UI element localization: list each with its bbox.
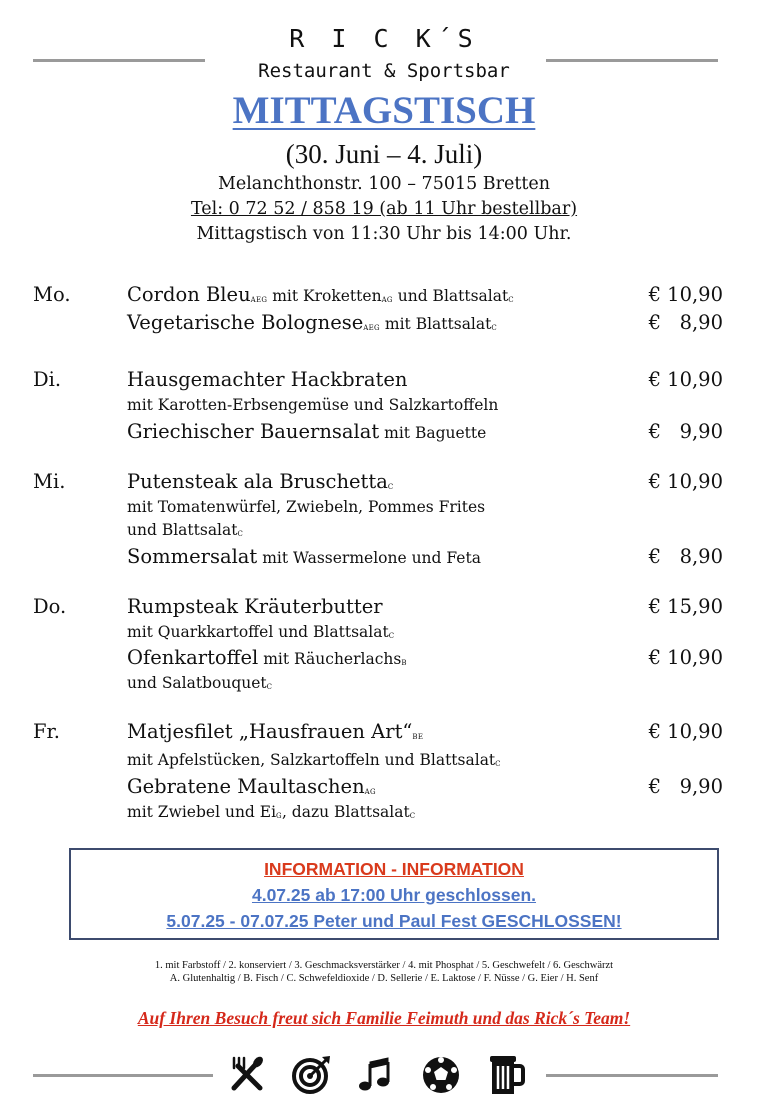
day-label-wednesday: Mi.: [33, 470, 66, 493]
beer-mug-icon: [484, 1054, 526, 1096]
allergen-code: B: [401, 659, 407, 667]
dish-name: Cordon Bleu: [127, 283, 251, 306]
dish-thursday-2-desc: [127, 674, 272, 692]
opening-hours: Mittagstisch von 11:30 Uhr bis 14:00 Uhr.: [196, 224, 572, 244]
price-thursday-1: € 15,90: [648, 595, 723, 618]
dish-thursday-2: [127, 646, 407, 669]
dish-wednesday-1: [127, 470, 394, 493]
allergen-code: C: [237, 530, 244, 538]
information-box: [69, 848, 719, 940]
info-closure-1: 4.07.25 ab 17:00 Uhr geschlossen.: [251, 885, 537, 905]
dish-name: Sommersalat: [127, 545, 258, 568]
dish-wednesday-1-desc: mit Tomatenwürfel, Zwiebeln, Pommes Frites: [127, 498, 486, 516]
allergen-code: AG: [381, 296, 393, 304]
day-label-thursday: Do.: [33, 595, 67, 618]
address: Melanchthonstr. 100 – 75015 Bretten: [217, 174, 551, 194]
day-label-tuesday: Di.: [33, 368, 62, 391]
dish-name: Vegetarische Bolognese: [127, 311, 364, 334]
dish-friday-1: [127, 720, 423, 743]
bottom-right-rule: [546, 1074, 718, 1077]
dish-monday-1: [127, 283, 514, 306]
brand-subtitle: Restaurant & Sportsbar: [258, 60, 510, 82]
dish-thursday-1-desc: [127, 623, 394, 641]
dish-side: und Salatbouquet: [127, 674, 267, 692]
allergen-code: C: [495, 760, 501, 768]
dish-side: mit Baguette: [379, 424, 487, 442]
allergen-code: C: [388, 632, 395, 640]
dish-side: mit Räucherlachs: [258, 650, 402, 668]
info-heading: INFORMATION - INFORMATION: [264, 859, 524, 879]
dish-monday-2: [127, 311, 497, 334]
dish-name: Hausgemachter Hackbraten: [127, 368, 408, 391]
dish-side: mit Blattsalat: [379, 315, 492, 333]
additives-legend: 1. mit Farbstoff / 2. konserviert / 3. Geschmacksverstärker / 4. mit Phosphat / 5. Geschwefelt / 6. Geschwärzt: [154, 960, 614, 971]
dish-thursday-1: [127, 595, 383, 618]
dish-side: , dazu Blattsalat: [281, 803, 410, 821]
dish-name: Ofenkartoffel: [127, 646, 259, 669]
dish-side: und Blattsalat: [392, 287, 509, 305]
price-wednesday-1: € 10,90: [648, 470, 723, 493]
allergen-code: C: [508, 296, 514, 304]
date-range: (30. Juni – 4. Juli): [285, 139, 483, 169]
bottom-left-rule: [33, 1074, 213, 1077]
dish-name: Griechischer Bauernsalat: [127, 420, 380, 443]
dish-wednesday-1-desc-2: [127, 521, 243, 539]
allergen-code: AEG: [250, 296, 268, 304]
price-monday-1: € 10,90: [648, 283, 723, 306]
footer-icons: [226, 1054, 526, 1098]
music-note-icon: [356, 1054, 398, 1096]
soccer-ball-icon: [420, 1054, 462, 1096]
allergen-code: BE: [412, 733, 424, 741]
dish-side: mit Kroketten: [267, 287, 382, 305]
dish-tuesday-2: [127, 420, 486, 443]
dish-name: Putensteak ala Bruschetta: [127, 470, 388, 493]
price-friday-1: € 10,90: [648, 720, 723, 743]
dish-wednesday-2: [127, 545, 481, 568]
dish-side: mit Apfelstücken, Salzkartoffeln und Blattsalat: [127, 751, 496, 769]
dish-name: Rumpsteak Kräuterbutter: [127, 595, 383, 618]
allergen-code: C: [409, 812, 416, 820]
allergen-code: G: [276, 812, 282, 820]
dish-friday-2-desc: [127, 803, 415, 821]
dish-side: mit Wassermelone und Feta: [257, 549, 481, 567]
cutlery-icon: [226, 1054, 268, 1096]
info-closure-2: 5.07.25 - 07.07.25 Peter und Paul Fest GESCHLOSSEN!: [166, 911, 622, 931]
page-title: MITTAGSTISCH: [232, 89, 536, 132]
price-friday-2: € 9,90: [648, 775, 723, 798]
day-label-monday: Mo.: [33, 283, 71, 306]
price-thursday-2: € 10,90: [648, 646, 723, 669]
allergen-code: C: [266, 683, 273, 691]
allergens-legend: A. Glutenhaltig / B. Fisch / C. Schwefeldioxide / D. Sellerie / E. Laktose / F. Nüsse / G. Eier / H. Senf: [169, 973, 599, 984]
allergen-code: C: [387, 483, 394, 491]
allergen-code: AG: [364, 788, 376, 796]
dish-side: mit Quarkkartoffel und Blattsalat: [127, 623, 389, 641]
phone-number[interactable]: Tel: 0 72 52 / 858 19 (ab 11 Uhr bestellbar): [190, 199, 578, 219]
dish-tuesday-1-desc: mit Karotten-Erbsengemüse und Salzkartoffeln: [127, 396, 499, 414]
dish-friday-2: [127, 775, 376, 798]
price-tuesday-1: € 10,90: [648, 368, 723, 391]
price-tuesday-2: € 9,90: [648, 420, 723, 443]
dish-side: mit Zwiebel und Ei: [127, 803, 277, 821]
allergen-code: AEG: [363, 324, 380, 332]
price-wednesday-2: € 8,90: [648, 545, 723, 568]
dish-name: Matjesfilet „Hausfrauen Art“: [127, 720, 413, 743]
dish-name: Gebratene Maultaschen: [127, 775, 365, 798]
day-label-friday: Fr.: [33, 720, 60, 743]
target-icon: [290, 1054, 332, 1096]
dish-friday-1-desc: [127, 751, 501, 769]
closing-message: Auf Ihren Besuch freut sich Familie Feimuth und das Rick´s Team!: [137, 1008, 631, 1028]
dish-side: und Blattsalat: [127, 521, 238, 539]
brand-name: R I C K´S: [289, 24, 479, 53]
allergen-code: C: [491, 324, 498, 332]
price-monday-2: € 8,90: [648, 311, 723, 334]
dish-tuesday-1: [127, 368, 407, 391]
